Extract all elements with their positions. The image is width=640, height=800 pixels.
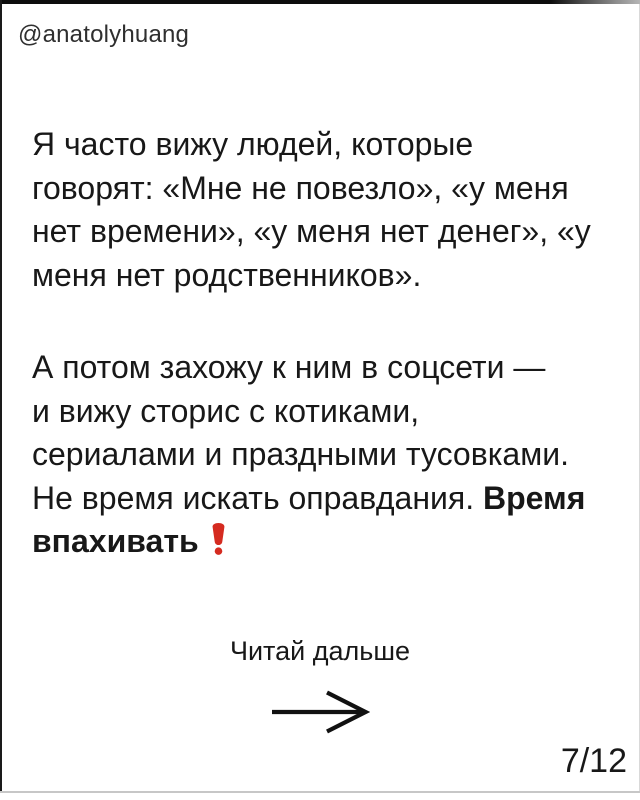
bottom-divider [0,791,640,793]
left-border [0,0,2,792]
read-more-label[interactable]: Читай дальше [229,636,410,666]
text-line: А потом захожу к ним в соцсети — [32,349,546,385]
text-line: нет времени», «у меня нет денег», «у [32,213,591,249]
text-line: и вижу сторис с котиками, [32,392,420,429]
author-handle: @anatolyhuang [18,21,190,48]
paragraph-1 [32,123,622,297]
text-line: говорят: «Мне не повезло», «у меня [32,169,569,206]
text-line: сериалами и праздными тусовками. [32,436,569,472]
text-line: меня нет родственников». [32,256,422,293]
text-segment: Не время искать оправдания. [32,479,483,516]
bold-text-segment: впахивать [32,523,199,559]
paragraph-2 [32,346,622,564]
bold-text-segment: Время [482,479,586,516]
text-line: Я часто вижу людей, которые [32,126,474,162]
text-line [32,520,622,564]
text-line [32,477,622,521]
top-border [0,0,640,4]
long-right-arrow-icon[interactable] [270,689,370,735]
red-exclamation-icon [209,523,228,555]
page-indicator: 7/12 [560,742,627,780]
